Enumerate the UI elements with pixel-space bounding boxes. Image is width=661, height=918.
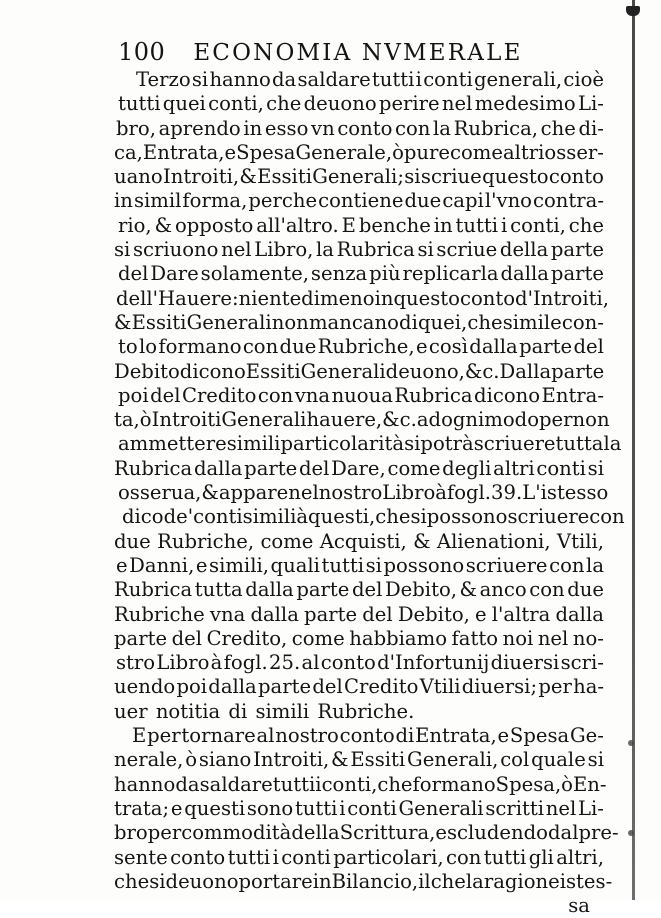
text-line: dico de'conti simili à questi, che si possono scriuere con xyxy=(122,505,625,529)
catchword: sa xyxy=(568,894,590,918)
body-text xyxy=(114,68,625,918)
text-line: Debito dicono Essiti Generali deuono, &c. Dalla parte xyxy=(114,359,605,383)
text-line: Terzo si hanno da saldare tutti i conti generali, cioè xyxy=(136,68,604,91)
page-edge-speck xyxy=(628,830,634,836)
text-line: bro per commodità della Scrittura, escludendo dal pre- xyxy=(114,821,619,845)
text-line: dell'Hauere: nientedimeno in questo conto d'Introiti, xyxy=(116,286,609,310)
text-line: uer notitia di simili Rubriche. xyxy=(114,699,415,723)
page-number: 100 xyxy=(118,38,166,66)
text-line: due Rubriche, come Acquisti, & Alienationi, Vtili, xyxy=(114,529,604,553)
page-edge-rule xyxy=(632,0,635,900)
text-line: & Essiti Generali non mancano di quei, che simile con- xyxy=(114,310,604,334)
text-line: rio, & opposto all'altro. E benche in tutti i conti, che xyxy=(118,213,604,237)
page-edge-mark xyxy=(626,6,640,16)
text-line: uendo poi dalla parte del Credito Vtili diuersi; per ha- xyxy=(114,675,604,699)
text-line: to lo formano con due Rubriche, e così dalla parte del xyxy=(118,335,604,359)
text-line: del Dare solamente, senza più replicarla dalla parte xyxy=(118,262,604,286)
text-line: uano Introiti, & Essiti Generali; si scriue questo conto xyxy=(114,165,604,189)
text-line: ta, ò Introiti Generali hauere, &c. ad ogni modo per non xyxy=(114,408,610,432)
text-line: E per tornare al nostro conto di Entrata, e Spesa Ge- xyxy=(132,724,604,748)
text-line: nerale, ò siano Introiti, & Essiti Generali, col quale si xyxy=(114,748,604,772)
running-title: ECONOMIA NVMERALE xyxy=(193,40,523,66)
text-line: osserua, & appare nel nostro Libro à fogl. 39. L'istesso xyxy=(118,481,609,505)
text-line: Rubriche vna dalla parte del Debito, e l'altra dalla xyxy=(114,602,604,626)
text-line: in simil forma, perche contiene due capi l'vno contra- xyxy=(114,189,604,213)
text-line: bro, aprendo in esso vn conto con la Rubrica, che di- xyxy=(116,116,604,140)
text-line: sente conto tutti i conti particolari, con tutti gli altri, xyxy=(114,845,604,869)
text-line: ammettere simili particolarità si potrà scriuere tutta la xyxy=(118,432,622,456)
page-header xyxy=(118,38,618,72)
text-line: poi del Credito con vna nuoua Rubrica dicono Entra- xyxy=(118,383,604,407)
text-line: hanno da saldare tutti i conti, che formano Spesa, ò En- xyxy=(114,772,607,796)
text-line: parte del Credito, come habbiamo fatto noi nel no- xyxy=(114,626,604,650)
text-line: trata; e questi sono tutti i conti Generali scritti nel Li- xyxy=(114,796,604,820)
page-edge-speck xyxy=(628,740,634,746)
text-line: ca, Entrata, e Spesa Generale, ò pure come altri osser- xyxy=(114,140,604,164)
text-line: stro Libro à fogl. 25. al conto d'Infortunij diuersi scri- xyxy=(116,651,604,675)
text-line: tutti quei conti, che deuono perire nel medesimo Li- xyxy=(118,92,604,116)
text-line: Rubrica dalla parte del Dare, come degli altri conti si xyxy=(114,456,604,480)
text-line: Rubrica tutta dalla parte del Debito, & anco con due xyxy=(114,578,604,602)
text-line: che si deuono portare in Bilancio, il che la ragione istes- xyxy=(114,869,613,893)
text-line: si scriuono nel Libro, la Rubrica si scriue della parte xyxy=(114,238,604,262)
text-line: e Danni, e simili, quali tutti si possono scriuere con la xyxy=(116,553,604,577)
